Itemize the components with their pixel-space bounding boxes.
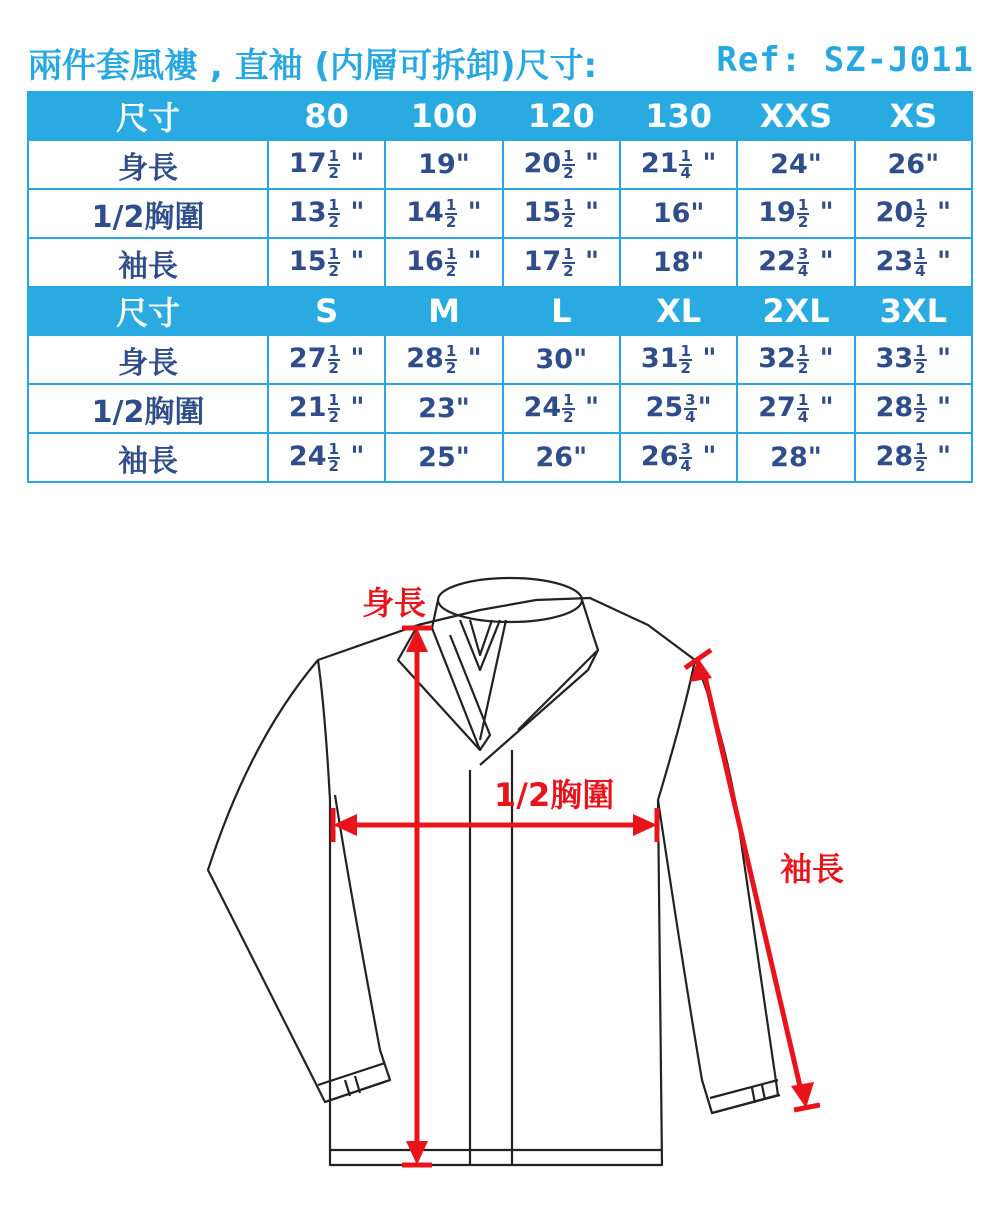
row-label: 袖長 <box>28 238 268 287</box>
measurement-cell <box>620 335 737 384</box>
measurement-whole: 27 <box>288 343 327 375</box>
fraction-denominator: 4 <box>797 407 809 426</box>
fraction-denominator: 4 <box>685 407 696 426</box>
measurement-whole: 21 <box>288 392 327 424</box>
fraction-denominator: 2 <box>445 261 457 280</box>
row-half-chest <box>28 384 972 433</box>
inch-mark: " <box>340 197 365 229</box>
measurement-whole: 16 <box>406 246 444 278</box>
measurement-fraction <box>328 439 340 475</box>
inch-mark: " <box>340 441 365 473</box>
measurement-cell <box>855 335 972 384</box>
fraction-numerator: 1 <box>328 244 339 263</box>
size-header-cell: 3XL <box>855 287 972 335</box>
measurement-fraction <box>562 146 574 182</box>
body-length-label: 身長 <box>362 584 427 622</box>
measurement-fraction <box>679 146 691 182</box>
measurement-whole: 15 <box>288 246 327 278</box>
fraction-numerator: 1 <box>680 341 691 360</box>
inch-mark: " <box>458 246 482 278</box>
fraction-numerator: 1 <box>445 341 457 360</box>
inch-mark: " <box>458 197 482 229</box>
fraction-numerator: 3 <box>685 390 696 409</box>
fraction-numerator: 1 <box>328 195 339 214</box>
size-header-cell: 2XL <box>737 287 854 335</box>
measurement-cell <box>268 433 385 482</box>
measurement-cell <box>855 189 972 238</box>
jacket-left-sleeve <box>208 660 390 1102</box>
measurement-whole: 17 <box>288 148 327 180</box>
fraction-denominator: 2 <box>680 358 691 377</box>
size-header-row <box>28 92 972 140</box>
size-header-cell: M <box>385 287 502 335</box>
measurement-cell <box>737 384 854 433</box>
measurement-fraction <box>797 341 809 377</box>
fraction-denominator: 2 <box>563 261 574 280</box>
measurement-whole: 24 <box>523 392 562 424</box>
row-half-chest <box>28 189 972 238</box>
fraction-numerator: 1 <box>328 146 339 165</box>
fraction-denominator: 2 <box>328 358 339 377</box>
fraction-denominator: 2 <box>797 212 809 231</box>
measurement-whole: 32 <box>758 343 796 375</box>
size-header-cell: XL <box>620 287 737 335</box>
size-header-label: 尺寸 <box>28 92 268 140</box>
measurement-fraction <box>797 244 809 280</box>
inch-mark: " <box>340 148 365 180</box>
inch-mark: " <box>810 343 834 375</box>
fraction-denominator: 2 <box>328 407 339 426</box>
fraction-numerator: 3 <box>680 439 691 458</box>
sleeve-length-label: 袖長 <box>780 850 845 888</box>
row-body-length <box>28 335 972 384</box>
size-header-cell: 130 <box>620 92 737 140</box>
inch-mark: " <box>697 392 712 424</box>
fraction-numerator: 1 <box>563 146 574 165</box>
measurement-whole: 26 <box>640 441 679 473</box>
measurement-cell <box>503 335 620 384</box>
measurement-whole: 26" <box>887 149 940 180</box>
fraction-numerator: 1 <box>797 195 809 214</box>
measurement-fraction <box>914 390 926 426</box>
fraction-numerator: 1 <box>328 341 339 360</box>
measurement-cell <box>503 238 620 287</box>
fraction-numerator: 1 <box>915 439 926 458</box>
inch-mark: " <box>810 392 834 424</box>
inch-mark: " <box>927 197 952 229</box>
fraction-denominator: 2 <box>563 212 574 231</box>
row-sleeve-length <box>28 238 972 287</box>
fraction-denominator: 2 <box>915 407 926 426</box>
fraction-denominator: 2 <box>797 358 809 377</box>
fraction-numerator: 1 <box>445 195 457 214</box>
measurement-whole: 27 <box>758 392 796 424</box>
measurement-whole: 28 <box>875 441 914 473</box>
fraction-numerator: 1 <box>328 390 339 409</box>
inch-mark: " <box>810 197 834 229</box>
measurement-cell <box>737 433 854 482</box>
inch-mark: " <box>575 392 600 424</box>
inch-mark: " <box>575 148 600 180</box>
measurement-fraction <box>797 195 809 231</box>
row-label: 1/2胸圍 <box>28 384 268 433</box>
fraction-denominator: 2 <box>328 212 339 231</box>
measurement-whole: 26" <box>535 442 588 473</box>
fraction-denominator: 4 <box>915 261 926 280</box>
inch-mark: " <box>340 246 365 278</box>
jacket-collar-right <box>518 600 598 730</box>
measurement-cell <box>268 238 385 287</box>
row-label: 袖長 <box>28 433 268 482</box>
measurement-whole: 15 <box>523 197 562 229</box>
fraction-numerator: 1 <box>915 195 926 214</box>
size-header-cell: S <box>268 287 385 335</box>
measurement-cell <box>385 335 502 384</box>
measurement-fraction <box>328 390 340 426</box>
row-label: 身長 <box>28 335 268 384</box>
row-label: 1/2胸圍 <box>28 189 268 238</box>
inch-mark: " <box>458 343 482 375</box>
inch-mark: " <box>927 392 952 424</box>
measurement-cell <box>737 238 854 287</box>
measurement-fraction <box>562 244 574 280</box>
measurement-whole: 18" <box>652 247 705 278</box>
measurement-fraction <box>562 390 574 426</box>
measurement-fraction <box>914 244 926 280</box>
measurement-cell <box>855 238 972 287</box>
measurement-fraction <box>679 439 691 475</box>
measurement-cell <box>620 238 737 287</box>
measurement-whole: 31 <box>640 343 679 375</box>
fraction-denominator: 4 <box>680 456 691 475</box>
fraction-numerator: 1 <box>797 341 809 360</box>
measurement-cell <box>503 189 620 238</box>
measurement-whole: 23" <box>418 393 470 424</box>
measurement-whole: 24 <box>288 441 327 473</box>
page-title: 兩件套風褸 , 直袖 (内層可拆卸)尺寸: <box>28 46 598 86</box>
measurement-cell <box>855 433 972 482</box>
measurement-fraction <box>328 341 340 377</box>
fraction-numerator: 1 <box>563 244 574 263</box>
row-body-length <box>28 140 972 189</box>
measurement-whole: 19 <box>758 197 796 229</box>
measurement-fraction <box>684 390 696 426</box>
measurement-cell <box>737 189 854 238</box>
fraction-numerator: 1 <box>563 195 574 214</box>
fraction-numerator: 1 <box>328 439 339 458</box>
reference-code: Ref: SZ-J011 <box>716 40 974 80</box>
fraction-denominator: 2 <box>445 212 457 231</box>
inch-mark: " <box>575 246 600 278</box>
size-header-cell: 120 <box>503 92 620 140</box>
measurement-fraction <box>328 195 340 231</box>
measurement-fraction <box>562 195 574 231</box>
size-table-body <box>28 92 972 482</box>
inch-mark: " <box>340 343 365 375</box>
fraction-numerator: 1 <box>915 341 926 360</box>
measurement-fraction <box>445 244 457 280</box>
fraction-numerator: 1 <box>915 390 926 409</box>
row-label: 身長 <box>28 140 268 189</box>
measurement-whole: 17 <box>523 246 562 278</box>
size-header-cell: 100 <box>385 92 502 140</box>
row-sleeve-length <box>28 433 972 482</box>
measurement-cell <box>855 384 972 433</box>
fraction-denominator: 2 <box>328 163 339 182</box>
measurement-whole: 33 <box>875 343 914 375</box>
measurement-cell <box>737 140 854 189</box>
measurement-cell <box>268 140 385 189</box>
measurement-cell <box>503 140 620 189</box>
measurement-cell <box>385 433 502 482</box>
measurement-cell <box>620 433 737 482</box>
measurement-whole: 28 <box>875 392 914 424</box>
fraction-denominator: 2 <box>915 212 926 231</box>
fraction-denominator: 2 <box>563 163 574 182</box>
measurement-fraction <box>445 195 457 231</box>
measurement-whole: 14 <box>406 197 444 229</box>
size-header-label: 尺寸 <box>28 287 268 335</box>
measurement-cell <box>385 238 502 287</box>
fraction-numerator: 1 <box>797 390 809 409</box>
jacket-diagram <box>180 560 820 1180</box>
fraction-denominator: 2 <box>328 261 339 280</box>
measurement-fraction <box>914 195 926 231</box>
inch-mark: " <box>927 246 952 278</box>
measurement-cell <box>737 335 854 384</box>
measurement-whole: 20 <box>875 197 914 229</box>
measurement-fraction <box>914 341 926 377</box>
size-header-cell: XS <box>855 92 972 140</box>
measurement-whole: 28 <box>406 343 444 375</box>
measurement-cell <box>620 189 737 238</box>
fraction-numerator: 1 <box>915 244 926 263</box>
measurement-fraction <box>328 244 340 280</box>
fraction-numerator: 1 <box>563 390 574 409</box>
measurement-cell <box>385 140 502 189</box>
inch-mark: " <box>575 197 600 229</box>
fraction-numerator: 3 <box>797 244 809 263</box>
size-header-cell: XXS <box>737 92 854 140</box>
fraction-denominator: 4 <box>680 163 691 182</box>
measurement-whole: 22 <box>758 246 796 278</box>
measurement-cell <box>503 433 620 482</box>
measurement-fraction <box>328 146 340 182</box>
fraction-denominator: 2 <box>915 456 926 475</box>
size-header-cell: L <box>503 287 620 335</box>
measurement-whole: 19" <box>418 149 470 180</box>
measurement-whole: 25 <box>645 392 684 424</box>
inch-mark: " <box>692 441 717 473</box>
measurement-whole: 24" <box>770 149 822 180</box>
measurement-cell <box>385 189 502 238</box>
measurement-fraction <box>679 341 691 377</box>
fraction-numerator: 1 <box>445 244 457 263</box>
measurement-whole: 21 <box>640 148 679 180</box>
size-header-row <box>28 287 972 335</box>
measurement-cell <box>268 335 385 384</box>
inch-mark: " <box>927 343 952 375</box>
measurement-whole: 20 <box>523 148 562 180</box>
measurement-cell <box>503 384 620 433</box>
fraction-numerator: 1 <box>680 146 691 165</box>
measurement-whole: 25" <box>418 442 470 473</box>
measurement-whole: 16" <box>652 198 705 229</box>
inch-mark: " <box>692 343 717 375</box>
fraction-denominator: 2 <box>563 407 574 426</box>
fraction-denominator: 2 <box>915 358 926 377</box>
fraction-denominator: 2 <box>328 456 339 475</box>
measurement-cell <box>620 140 737 189</box>
measurement-cell <box>855 140 972 189</box>
measurement-whole: 30" <box>535 344 588 375</box>
measurement-whole: 13 <box>288 197 327 229</box>
measurement-fraction <box>914 439 926 475</box>
inch-mark: " <box>692 148 717 180</box>
measurement-cell <box>268 189 385 238</box>
measurement-fraction <box>797 390 809 426</box>
inch-mark: " <box>927 441 952 473</box>
jacket-body-outline <box>318 598 695 1165</box>
measurement-whole: 23 <box>875 246 914 278</box>
measurement-fraction <box>445 341 457 377</box>
inch-mark: " <box>810 246 834 278</box>
size-header-cell: 80 <box>268 92 385 140</box>
half-chest-label: 1/2胸圍 <box>494 776 615 814</box>
measurement-cell <box>385 384 502 433</box>
measurement-cell <box>620 384 737 433</box>
measurement-whole: 28" <box>770 442 822 473</box>
measurement-cell <box>268 384 385 433</box>
fraction-denominator: 2 <box>445 358 457 377</box>
inch-mark: " <box>340 392 365 424</box>
jacket-left-cuff <box>318 1063 390 1102</box>
size-table <box>27 91 973 483</box>
fraction-denominator: 4 <box>797 261 809 280</box>
